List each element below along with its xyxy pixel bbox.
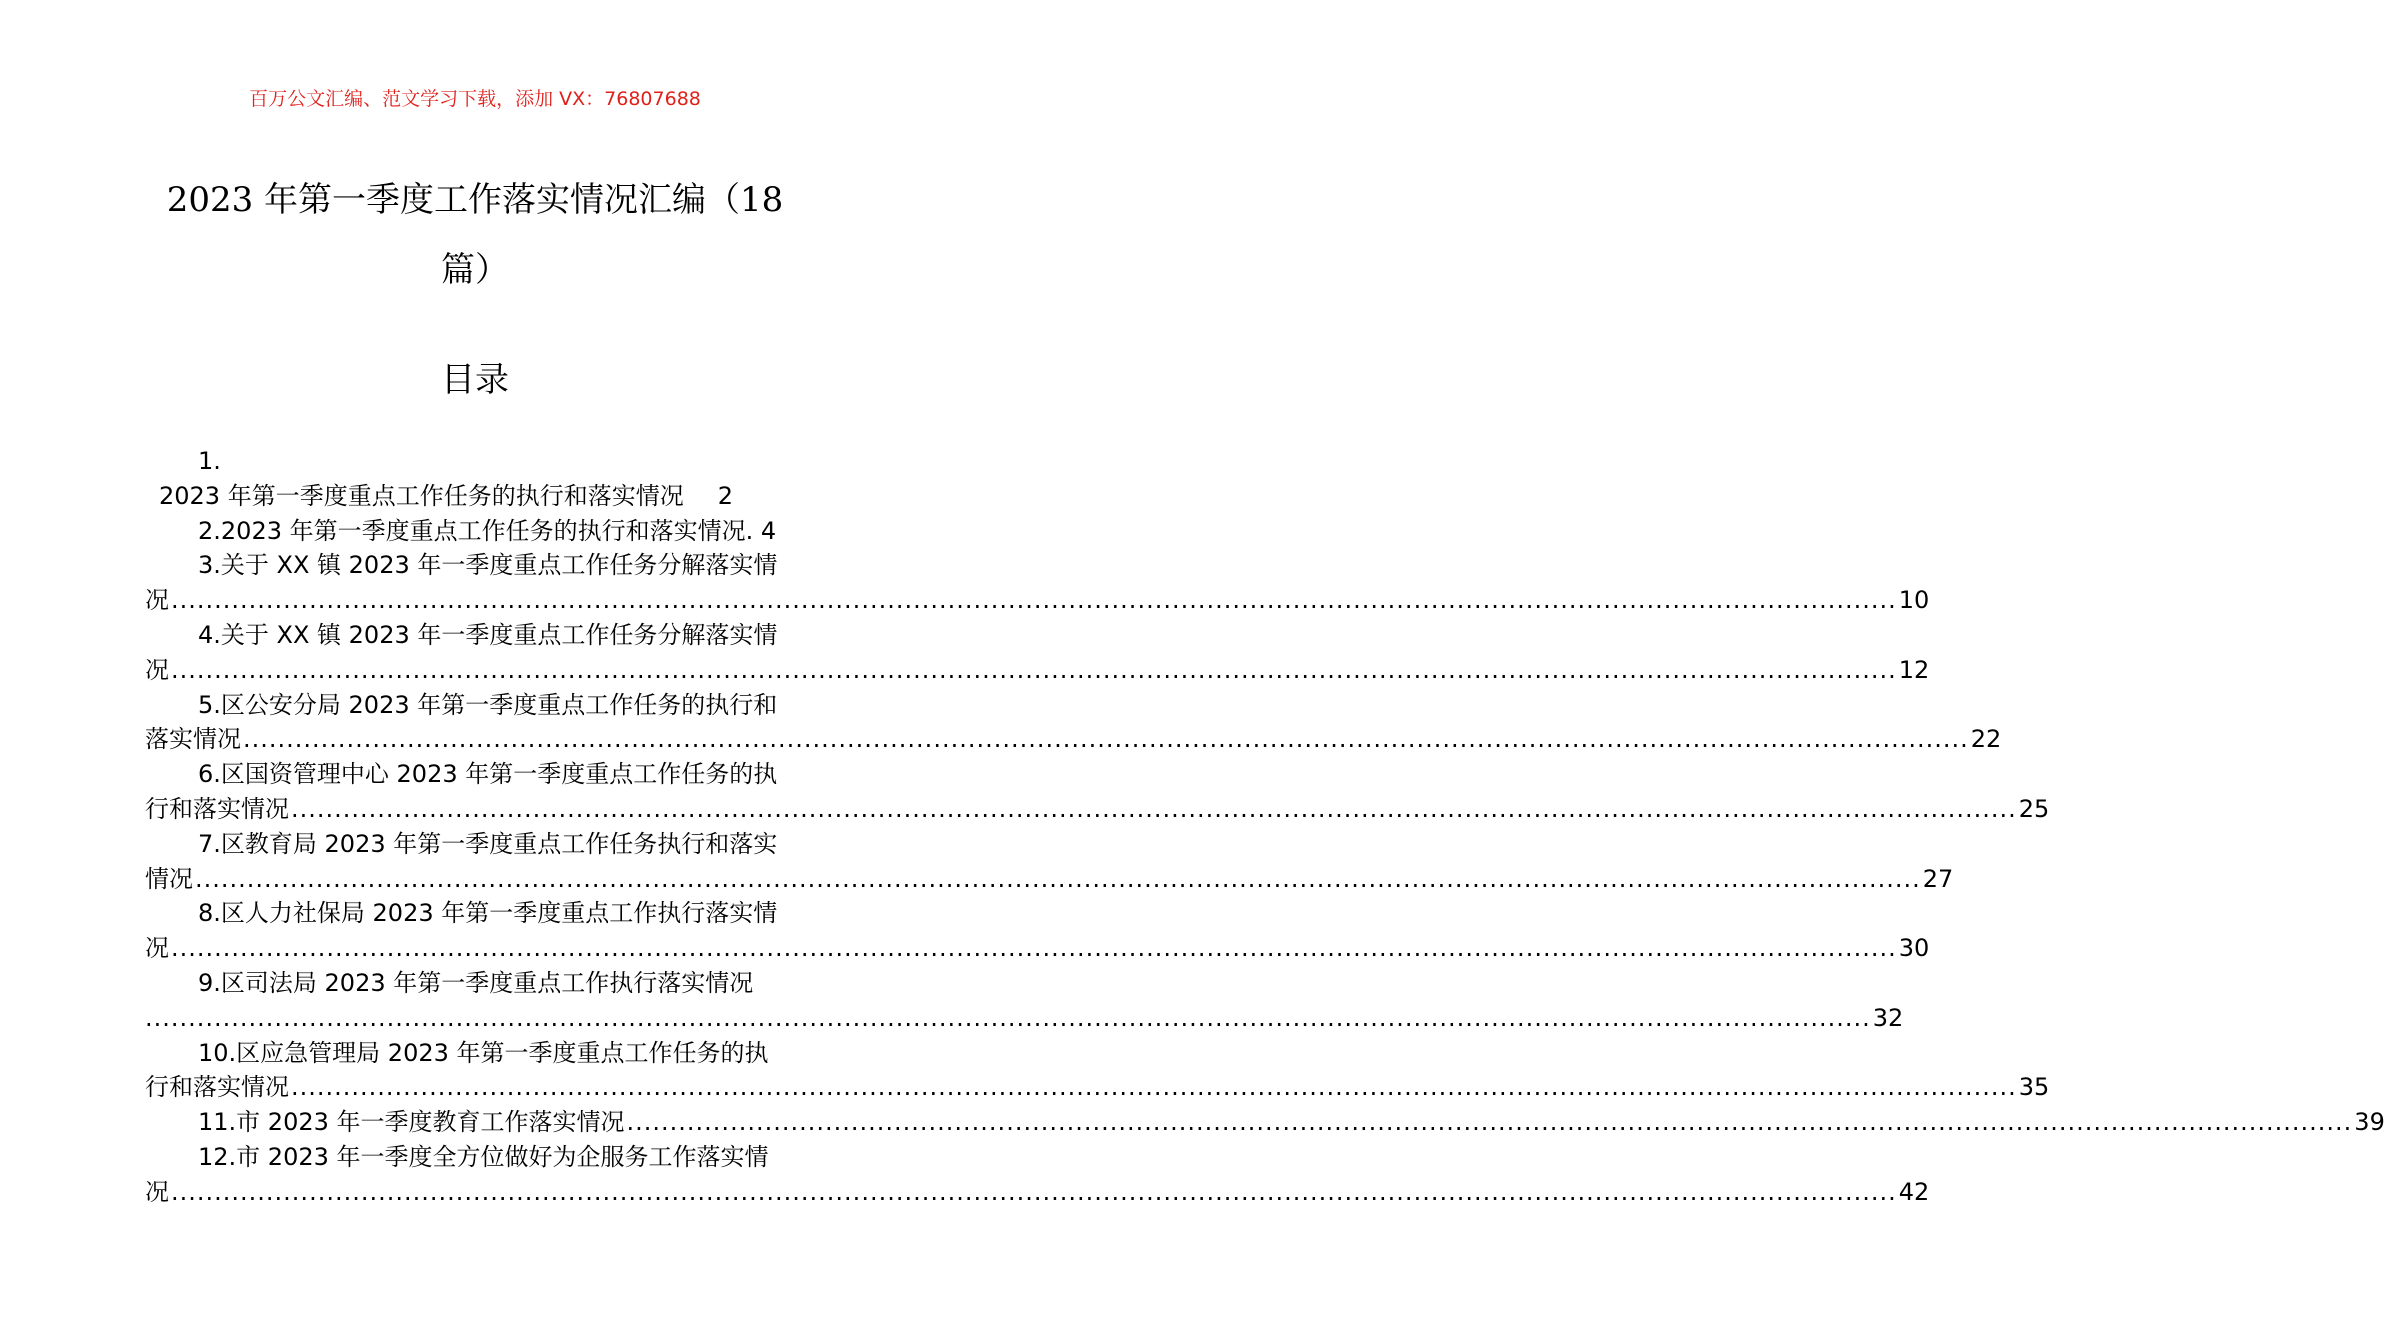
toc-entry-text: 11.市 2023 年一季度教育工作落实情况 xyxy=(198,1108,625,1137)
toc-entry-9-line-1[interactable]: 9.区司法局 2023 年第一季度重点工作执行落实情况 xyxy=(198,968,754,997)
toc-entry-2[interactable]: 2.2023 年第一季度重点工作任务的执行和落实情况. 4 xyxy=(198,516,777,545)
toc-entry-6-line-2[interactable] xyxy=(145,792,2050,827)
toc-page-number: 25 xyxy=(2018,794,2050,823)
toc-leader-dots: ........................................................................................................................................................................................................ xyxy=(171,586,1897,615)
toc-page-number: 27 xyxy=(1922,864,1954,893)
toc-entry-10-line-2[interactable] xyxy=(145,1070,2050,1105)
toc-entry-6-line-1[interactable]: 6.区国资管理中心 2023 年第一季度重点工作任务的执 xyxy=(198,760,778,789)
document-title-line-2: 篇） xyxy=(441,250,509,290)
toc-page-number: 32 xyxy=(1872,1003,1904,1032)
toc-entry-1-title[interactable] xyxy=(145,479,807,514)
toc-page-number: 2 xyxy=(717,481,733,510)
toc-entry-8-line-2[interactable] xyxy=(145,931,1930,966)
toc-page-number: 30 xyxy=(1898,934,1930,963)
toc-entry-7-line-2[interactable] xyxy=(145,862,1954,897)
toc-entry-3-line-1[interactable]: 3.关于 XX 镇 2023 年一季度重点工作任务分解落实情 xyxy=(198,551,778,580)
toc-entry-12-line-1[interactable]: 12.市 2023 年一季度全方位做好为企服务工作落实情 xyxy=(198,1142,769,1171)
toc-heading: 目录 xyxy=(441,360,509,400)
toc-entry-8-line-1[interactable]: 8.区人力社保局 2023 年第一季度重点工作执行落实情 xyxy=(198,899,778,928)
toc-entry-5-line-1[interactable]: 5.区公安分局 2023 年第一季度重点工作任务的执行和 xyxy=(198,690,778,719)
toc-leader-dots: ........................................................................................................................................................................................................ xyxy=(291,794,2017,823)
toc-entry-5-line-2[interactable] xyxy=(145,722,2002,757)
toc-leader-dots: ........................................................................................................................................................................................................ xyxy=(195,864,1921,893)
table-of-contents xyxy=(145,444,2385,1210)
toc-entry-text: 2023 年第一季度重点工作任务的执行和落实情况 xyxy=(159,481,684,510)
toc-entry-1-number[interactable]: 1. xyxy=(198,447,221,475)
toc-entry-11[interactable] xyxy=(145,1105,2385,1140)
toc-entry-text: 落实情况 xyxy=(145,725,241,754)
toc-leader-dots: ........................................................................................................................................................................................................ xyxy=(243,725,1969,754)
document-title-line-1: 2023 年第一季度工作落实情况汇编（18 xyxy=(166,180,784,220)
toc-leader-dots: ........................................................................................................................................................................................................ xyxy=(291,1073,2017,1102)
toc-entry-4-line-2[interactable] xyxy=(145,653,1930,688)
toc-entry-text: 行和落实情况 xyxy=(145,794,289,823)
toc-entry-12-line-2[interactable] xyxy=(145,1175,1930,1210)
toc-entry-text: 况 xyxy=(145,655,169,684)
toc-leader-dots: ........................................................................................................................................................................................................ xyxy=(171,934,1897,963)
toc-leader-dots: ........................................................................................................................................................................................................ xyxy=(171,655,1897,684)
toc-page-number: 12 xyxy=(1898,655,1930,684)
toc-entry-text: 行和落实情况 xyxy=(145,1073,289,1102)
toc-entry-text: 况 xyxy=(145,934,169,963)
toc-leader-dots: ........................................................................................................................................................................................................ xyxy=(171,1177,1897,1206)
toc-leader-dots: ........................................................................................................................................................................................................ xyxy=(145,1003,1871,1032)
toc-page-number: 42 xyxy=(1898,1177,1930,1206)
toc-page-number: 39 xyxy=(2354,1108,2385,1137)
toc-page-number: 35 xyxy=(2018,1073,2050,1102)
toc-page-number: 22 xyxy=(1970,725,2002,754)
toc-entry-3-line-2[interactable] xyxy=(145,583,1930,618)
toc-entry-text: 况 xyxy=(145,586,169,615)
header-watermark-text: 百万公文汇编、范文学习下载，添加 VX：76807688 xyxy=(249,88,701,110)
toc-page-number: 10 xyxy=(1898,586,1930,615)
toc-entry-text: 情况 xyxy=(145,864,193,893)
toc-leader-dots: ........................................................................................................................................................................................................ xyxy=(626,1108,2353,1137)
toc-entry-10-line-1[interactable]: 10.区应急管理局 2023 年第一季度重点工作任务的执 xyxy=(198,1038,769,1067)
toc-entry-7-line-1[interactable]: 7.区教育局 2023 年第一季度重点工作任务执行和落实 xyxy=(198,829,778,858)
toc-entry-9-line-2[interactable] xyxy=(145,1001,1904,1036)
toc-entry-4-line-1[interactable]: 4.关于 XX 镇 2023 年一季度重点工作任务分解落实情 xyxy=(198,620,778,649)
toc-entry-text: 况 xyxy=(145,1177,169,1206)
